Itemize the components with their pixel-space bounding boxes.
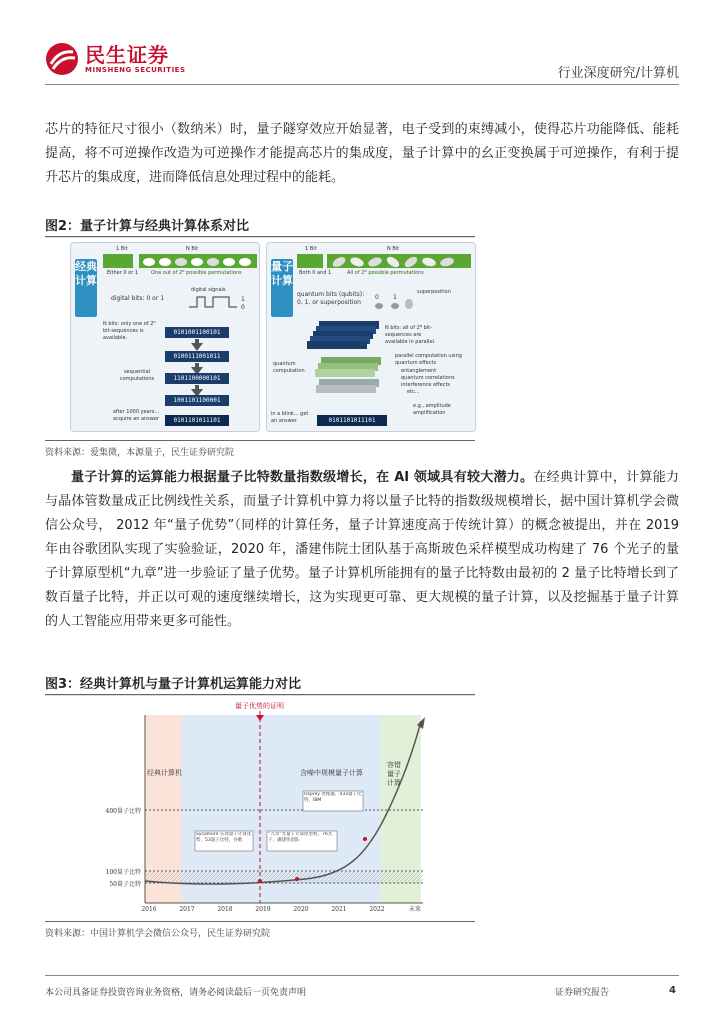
svg-text:0: 0 xyxy=(375,294,379,301)
annotation-sycamore-fo xyxy=(196,832,252,850)
quantum-computation: quantum computation xyxy=(273,361,305,374)
arrow-down-icon xyxy=(191,343,203,351)
figure2-bottom-line xyxy=(45,440,475,441)
annotation-osprey-fo xyxy=(304,792,362,810)
classical-bar-1 xyxy=(103,254,133,268)
y-tick-50: 50量子比特 xyxy=(109,881,141,888)
figure3-title: 图3：经典计算机与量子计算机运算能力对比 xyxy=(45,673,475,695)
y-tick-100: 100量子比特 xyxy=(105,869,141,876)
logo-text-cn: 民生证券 xyxy=(85,43,169,67)
x-tick-label: 2018 xyxy=(217,906,233,913)
logo-text-en: MINSHENG SECURITIES xyxy=(85,66,186,74)
quantum-label: 量子计算 xyxy=(271,259,293,317)
quantum-panel xyxy=(266,242,476,432)
x-tick-labels xyxy=(141,905,421,913)
region-label-classical: 经典计算机 xyxy=(147,769,182,777)
classical-seq-3: 1101100000101 xyxy=(165,373,229,384)
svg-text:0: 0 xyxy=(241,304,245,311)
footer-disclaimer: 本公司具备证券投资咨询业务资格，请务必阅读最后一页免责声明 xyxy=(45,988,307,998)
figure2-title: 图2：量子计算与经典计算体系对比 xyxy=(45,215,475,237)
quantum-effect-2: quantum correlations xyxy=(401,375,455,381)
logo-mark-icon xyxy=(45,42,79,76)
figure3-source: 资料来源：中国计算机学会微信公众号，民生证券研究院 xyxy=(45,929,271,939)
classical-nbits-desc: N bits: only one of 2ᴺ bit-sequences is available. xyxy=(103,321,156,341)
annotation-jiuzhang-fo xyxy=(268,832,336,850)
quantum-superposition: superposition xyxy=(417,289,451,295)
quantum-bits: quantum bits (qubits): 0, 1, or superposition xyxy=(297,291,365,306)
point-2020 xyxy=(295,877,299,881)
page-header xyxy=(0,0,724,90)
quantum-nbits-desc: N bits: all of 2ᴺ bit-sequences are available in parallel. xyxy=(385,325,436,345)
svg-text:1: 1 xyxy=(393,294,397,301)
quantum-bit1: 1 Bit xyxy=(305,246,317,252)
classical-bar-n xyxy=(139,254,257,268)
classical-coins-icon xyxy=(139,255,257,269)
region-label-ft xyxy=(387,760,401,787)
classical-answer: 0101101011101 xyxy=(165,415,229,426)
quantum-parallel-icon xyxy=(311,355,401,399)
footer-report-type: 证券研究报告 xyxy=(555,988,610,998)
page-number: 4 xyxy=(669,985,676,996)
footer-divider xyxy=(45,975,679,976)
classical-bit1: 1 Bit xyxy=(116,246,128,252)
x-tick-label: 2017 xyxy=(179,906,195,913)
svg-text:1: 1 xyxy=(241,296,245,303)
x-tick-label: 2019 xyxy=(255,906,271,913)
classical-sequential: sequential computations xyxy=(119,369,155,382)
quantum-bar-n xyxy=(327,254,471,268)
annotation-osprey: Osprey 处理器，433量子比特，IBM xyxy=(304,792,362,803)
figure2-image xyxy=(70,242,476,432)
classical-seq-1: 0101001100101 xyxy=(165,327,229,338)
region-label-ft-line: 容错 xyxy=(387,761,401,769)
classical-panel xyxy=(70,242,260,432)
digital-signal-icon xyxy=(189,293,249,311)
intro-paragraph: 芯片的特征尺寸很小（数纳米）时，量子隧穿效应开始显著，电子受到的束缚减小，使得芯片功能降低、能耗提高，将不可逆操作改造为可逆操作才能提高芯片的集成度，量子计算中的幺正变换属于可逆操作，有利于提升芯片的集成度，进而降低信息处理过程中的能耗。 xyxy=(45,122,679,185)
section-paragraph xyxy=(45,466,679,634)
quantum-effect-3: interference effects xyxy=(401,382,451,388)
company-logo xyxy=(45,42,186,76)
x-tick-label: 2016 xyxy=(141,906,157,913)
point-2019 xyxy=(258,879,262,883)
region-label-nisq: 含噪中规模量子计算 xyxy=(300,769,363,777)
quantum-bar-1 xyxy=(297,254,323,268)
report-category: 行业深度研究/计算机 xyxy=(557,66,679,81)
quantum-blink: in a blink... get an answer xyxy=(271,411,309,424)
quantum-effect-1: entanglement xyxy=(401,368,437,374)
quantum-answer: 0101101011101 xyxy=(317,415,387,426)
x-tick-label: 2020 xyxy=(293,906,309,913)
figure3-bottom-line xyxy=(45,921,475,922)
region-label-ft-line: 计算 xyxy=(387,779,401,787)
x-tick-label: 2021 xyxy=(331,906,347,913)
quantum-amplitude: e.g., amplitude amplification xyxy=(413,403,451,416)
region-label-ft-line: 量子 xyxy=(387,770,401,778)
figure3-chart xyxy=(45,697,475,915)
classical-one-out: One out of 2ᴺ possible permutations xyxy=(151,270,242,276)
header-divider xyxy=(45,84,679,85)
quantum-parallel: parallel computation using quantum effects xyxy=(395,353,462,366)
classical-either: Either 0 or 1 xyxy=(107,270,139,276)
annotation-sycamore: Sycamore 实现量子计算优势，53量子比特，谷歌 xyxy=(196,832,252,843)
classical-digital-bits: digital bits: 0 or 1 xyxy=(111,295,165,302)
classical-after: after 1000 years... acquire an answer xyxy=(112,409,160,422)
section-paragraph-text: 在经典计算中，计算能力与晶体管数量成正比例线性关系，而量子计算机中算力将以量子比特的指数级规模增长，据中国计算机学会微信公众号， 2012 年“量子优势”（同样的计算任务，量子计算速度高于传统计算）的概念被提出，并在 2019 年由谷歌团队实现了实验验证，2020 年，潘建伟院士团队基于高斯玻色采样模型成功构建了 76 个光子的量子计算原型机“九章”进一步验证了量子优势。量子计算机所能拥有的量子比特数由最初的 2 量子比特增长到了数百量子比特，并正以可观的速度继续增长，这为实现更可靠、更大规模的量子计算，以及挖掘基于量子计算的人工智能应用带来更多可能性。 xyxy=(45,470,679,629)
classical-seq-2: 0100111001011 xyxy=(165,351,229,362)
classical-label: 经典计算 xyxy=(75,259,97,317)
quantum-effect-4: etc... xyxy=(407,389,420,395)
x-tick-label: 2022 xyxy=(369,906,385,913)
figure2-source: 资料来源：爱集微，本源量子，民生证券研究院 xyxy=(45,448,235,458)
point-2022 xyxy=(363,837,367,841)
quantum-coins-icon xyxy=(327,255,471,269)
classical-digital-signals: digital signals xyxy=(191,287,226,293)
y-tick-400: 400量子比特 xyxy=(105,808,141,815)
superposition-icon xyxy=(375,293,415,311)
classical-bitn: N Bit xyxy=(186,246,199,252)
quantum-both: Both 0 and 1 xyxy=(299,270,332,276)
classical-seq-4: 1001101100001 xyxy=(165,395,229,406)
capability-chart-svg xyxy=(45,697,475,915)
x-tick-label: 未来 xyxy=(408,906,422,913)
advantage-marker-label: 量子优势的证明 xyxy=(235,702,284,710)
annotation-jiuzhang: “九章”光量子计算原型机，76光子，潘建伟团队 xyxy=(268,832,333,843)
section-paragraph-bold: 量子计算的运算能力根据量子比特数量指数级增长，在 AI 领域具有较大潜力。 xyxy=(71,470,534,485)
quantum-all: All of 2ᴺ possible permutations xyxy=(347,270,424,276)
quantum-bitn: N Bit xyxy=(387,246,400,252)
